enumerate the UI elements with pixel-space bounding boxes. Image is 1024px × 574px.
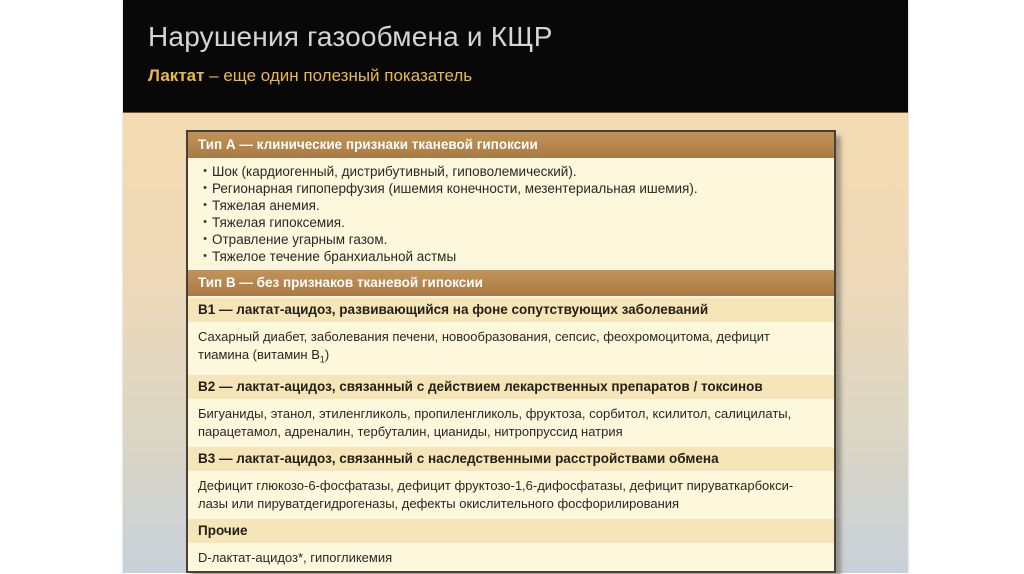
bullet-icon: • bbox=[203, 250, 207, 262]
b1-causes-line1: Сахарный диабет, заболевания печени, новообразования, сепсис, феохромоцитома, дефицит bbox=[198, 329, 770, 344]
b1-line2-post: ) bbox=[324, 347, 330, 362]
b1-line2-pre: тиамина (витамин В bbox=[198, 347, 320, 362]
bullet-icon: • bbox=[203, 216, 207, 228]
type-a-causes-list bbox=[188, 158, 834, 268]
bullet-icon: • bbox=[203, 199, 207, 211]
list-item-text: Тяжелая гипоксемия. bbox=[212, 215, 345, 230]
b2-causes-line2: парацетамол, адреналин, тербуталин, цианиды, нитропруссид натрия bbox=[198, 423, 623, 439]
list-item-text: Шок (кардиогенный, дистрибутивный, гиповолемический). bbox=[212, 164, 577, 179]
section-header-type-b: Тип В — без признаков тканевой гипоксии bbox=[188, 268, 834, 296]
list-item-text: Тяжелое течение бранхиальной астмы bbox=[212, 249, 457, 264]
other-causes-line: D-лактат-ацидоз*, гипогликемия bbox=[198, 549, 393, 565]
list-item-text: Тяжелая анемия. bbox=[212, 198, 320, 213]
slide-title: Нарушения газообмена и КЩР bbox=[148, 21, 553, 52]
list-item-text: Отравление угарным газом. bbox=[212, 232, 388, 247]
b1-causes-line2 bbox=[198, 346, 824, 369]
bullet-icon: • bbox=[203, 182, 207, 194]
list-item bbox=[188, 231, 834, 248]
subtitle-rest: – еще один полезный показатель bbox=[204, 66, 473, 85]
list-item bbox=[188, 163, 834, 180]
list-item bbox=[188, 197, 834, 214]
b3-causes-cell bbox=[188, 471, 834, 517]
subtitle-term: Лактат bbox=[148, 66, 205, 85]
slide-header bbox=[123, 0, 908, 113]
slide-subtitle bbox=[148, 66, 908, 86]
list-item-text: Регионарная гипоперфузия (ишемия конечности, мезентериальная ишемия). bbox=[212, 181, 698, 196]
b2-causes-line1: Бигуаниды, этанол, этиленгликоль, пропиленгликоль, фруктоза, сорбитол, ксилитол, салицилаты, bbox=[198, 405, 792, 421]
list-item bbox=[188, 180, 834, 197]
subheader-b3: В3 — лактат-ацидоз, связанный с наследственными расстройствами обмена bbox=[188, 445, 834, 471]
other-causes-cell bbox=[188, 543, 834, 571]
list-item bbox=[188, 248, 834, 265]
lactate-classification-table bbox=[186, 130, 836, 573]
b3-causes-line1: Дефицит глюкозо-6-фосфатазы, дефицит фруктозо-1,6-дифосфатазы, дефицит пируваткарбокси- bbox=[198, 477, 794, 493]
subheader-other: Прочие bbox=[188, 517, 834, 543]
b2-causes-cell bbox=[188, 399, 834, 445]
subheader-b1: В1 — лактат-ацидоз, развивающийся на фоне сопутствующих заболеваний bbox=[188, 296, 834, 322]
section-header-type-a: Тип А — клинические признаки тканевой гипоксии bbox=[188, 132, 834, 158]
b3-causes-line2: лазы или пируватдегидрогеназы, дефекты окислительного фосфорилирования bbox=[198, 495, 680, 511]
bullet-icon: • bbox=[203, 165, 207, 177]
slide-body bbox=[123, 113, 908, 573]
bullet-icon: • bbox=[203, 233, 207, 245]
vitamin-b1-subscript: 1 bbox=[319, 354, 325, 365]
list-item bbox=[188, 214, 834, 231]
subheader-b2: В2 — лактат-ацидоз, связанный с действием лекарственных препаратов / токсинов bbox=[188, 373, 834, 399]
slide bbox=[123, 0, 908, 574]
b1-causes-cell bbox=[188, 322, 834, 373]
